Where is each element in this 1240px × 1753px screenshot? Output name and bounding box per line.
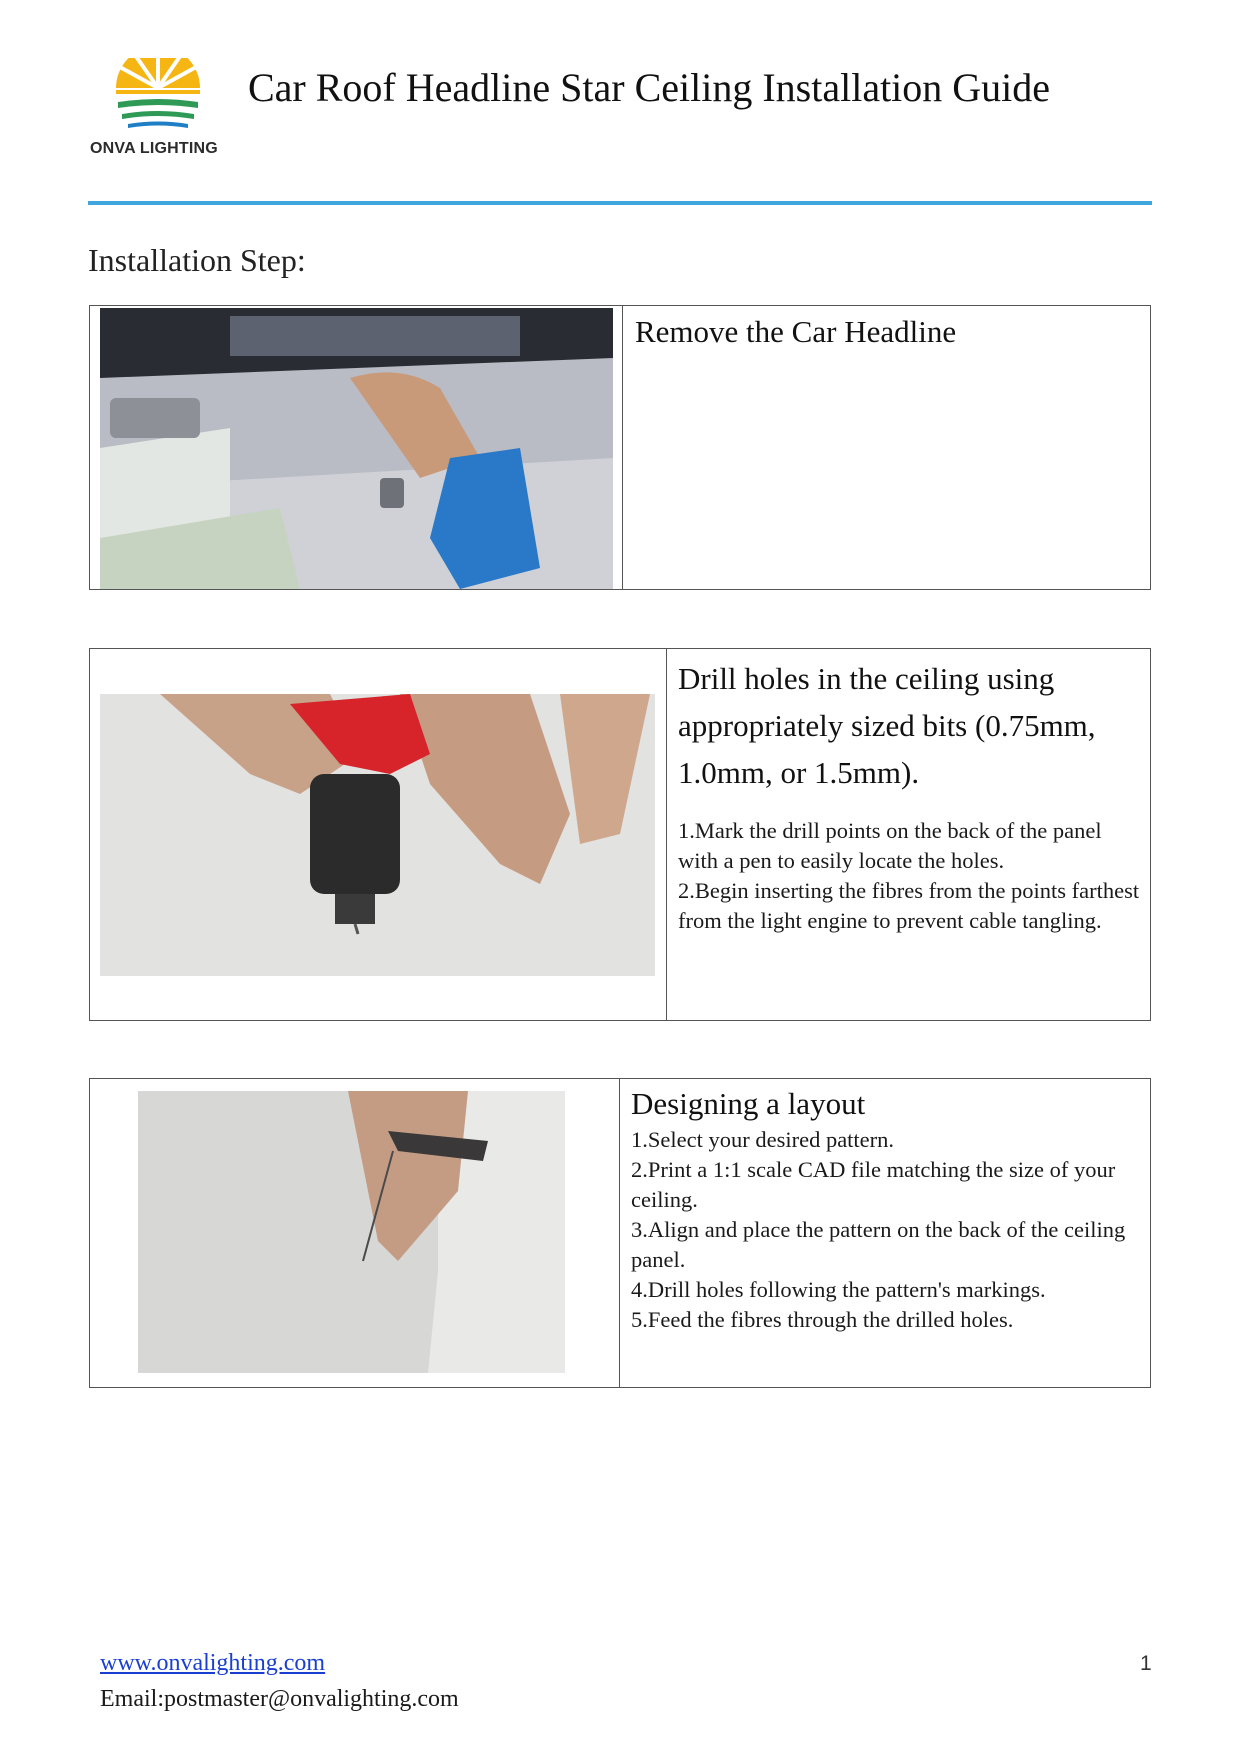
car-interior-headliner-removal-photo xyxy=(100,308,613,589)
step-3-title: Designing a layout xyxy=(631,1086,866,1121)
step-2-table xyxy=(89,648,1151,1021)
logo-text: ONVA LIGHTING xyxy=(90,140,218,157)
step-3-instruction: 4.Drill holes following the pattern's markings. xyxy=(631,1277,1046,1302)
website-link[interactable]: www.onvalighting.com xyxy=(100,1650,326,1676)
step-3-table xyxy=(89,1078,1151,1388)
header-rule xyxy=(88,201,1152,205)
step-3-instruction: 3.Align and place the pattern on the back of the ceiling panel. xyxy=(631,1217,1126,1272)
step-3-instruction: 2.Print a 1:1 scale CAD file matching the size of your ceiling. xyxy=(631,1157,1116,1212)
page-number: 1 xyxy=(1140,1652,1152,1675)
section-heading: Installation Step: xyxy=(88,242,306,278)
step-3-instruction: 5.Feed the fibres through the drilled holes. xyxy=(631,1307,1014,1332)
step-2-title: Drill holes in the ceiling using appropriately sized bits (0.75mm, 1.0mm, or 1.5mm). xyxy=(678,661,1096,790)
step-1-table xyxy=(89,305,1151,590)
drilling-headliner-photo xyxy=(100,694,655,976)
step-2-instruction: 2.Begin inserting the fibres from the points farthest from the light engine to prevent cable tangling. xyxy=(678,878,1140,933)
document-title: Car Roof Headline Star Ceiling Installation Guide xyxy=(248,65,1051,110)
step-1-title: Remove the Car Headline xyxy=(635,314,957,349)
fibre-insertion-photo xyxy=(138,1091,565,1373)
step-3-instruction: 1.Select your desired pattern. xyxy=(631,1127,895,1152)
step-2-instruction: 1.Mark the drill points on the back of the panel with a pen to easily locate the holes. xyxy=(678,818,1102,873)
contact-email: Email:postmaster@onvalighting.com xyxy=(100,1686,459,1712)
